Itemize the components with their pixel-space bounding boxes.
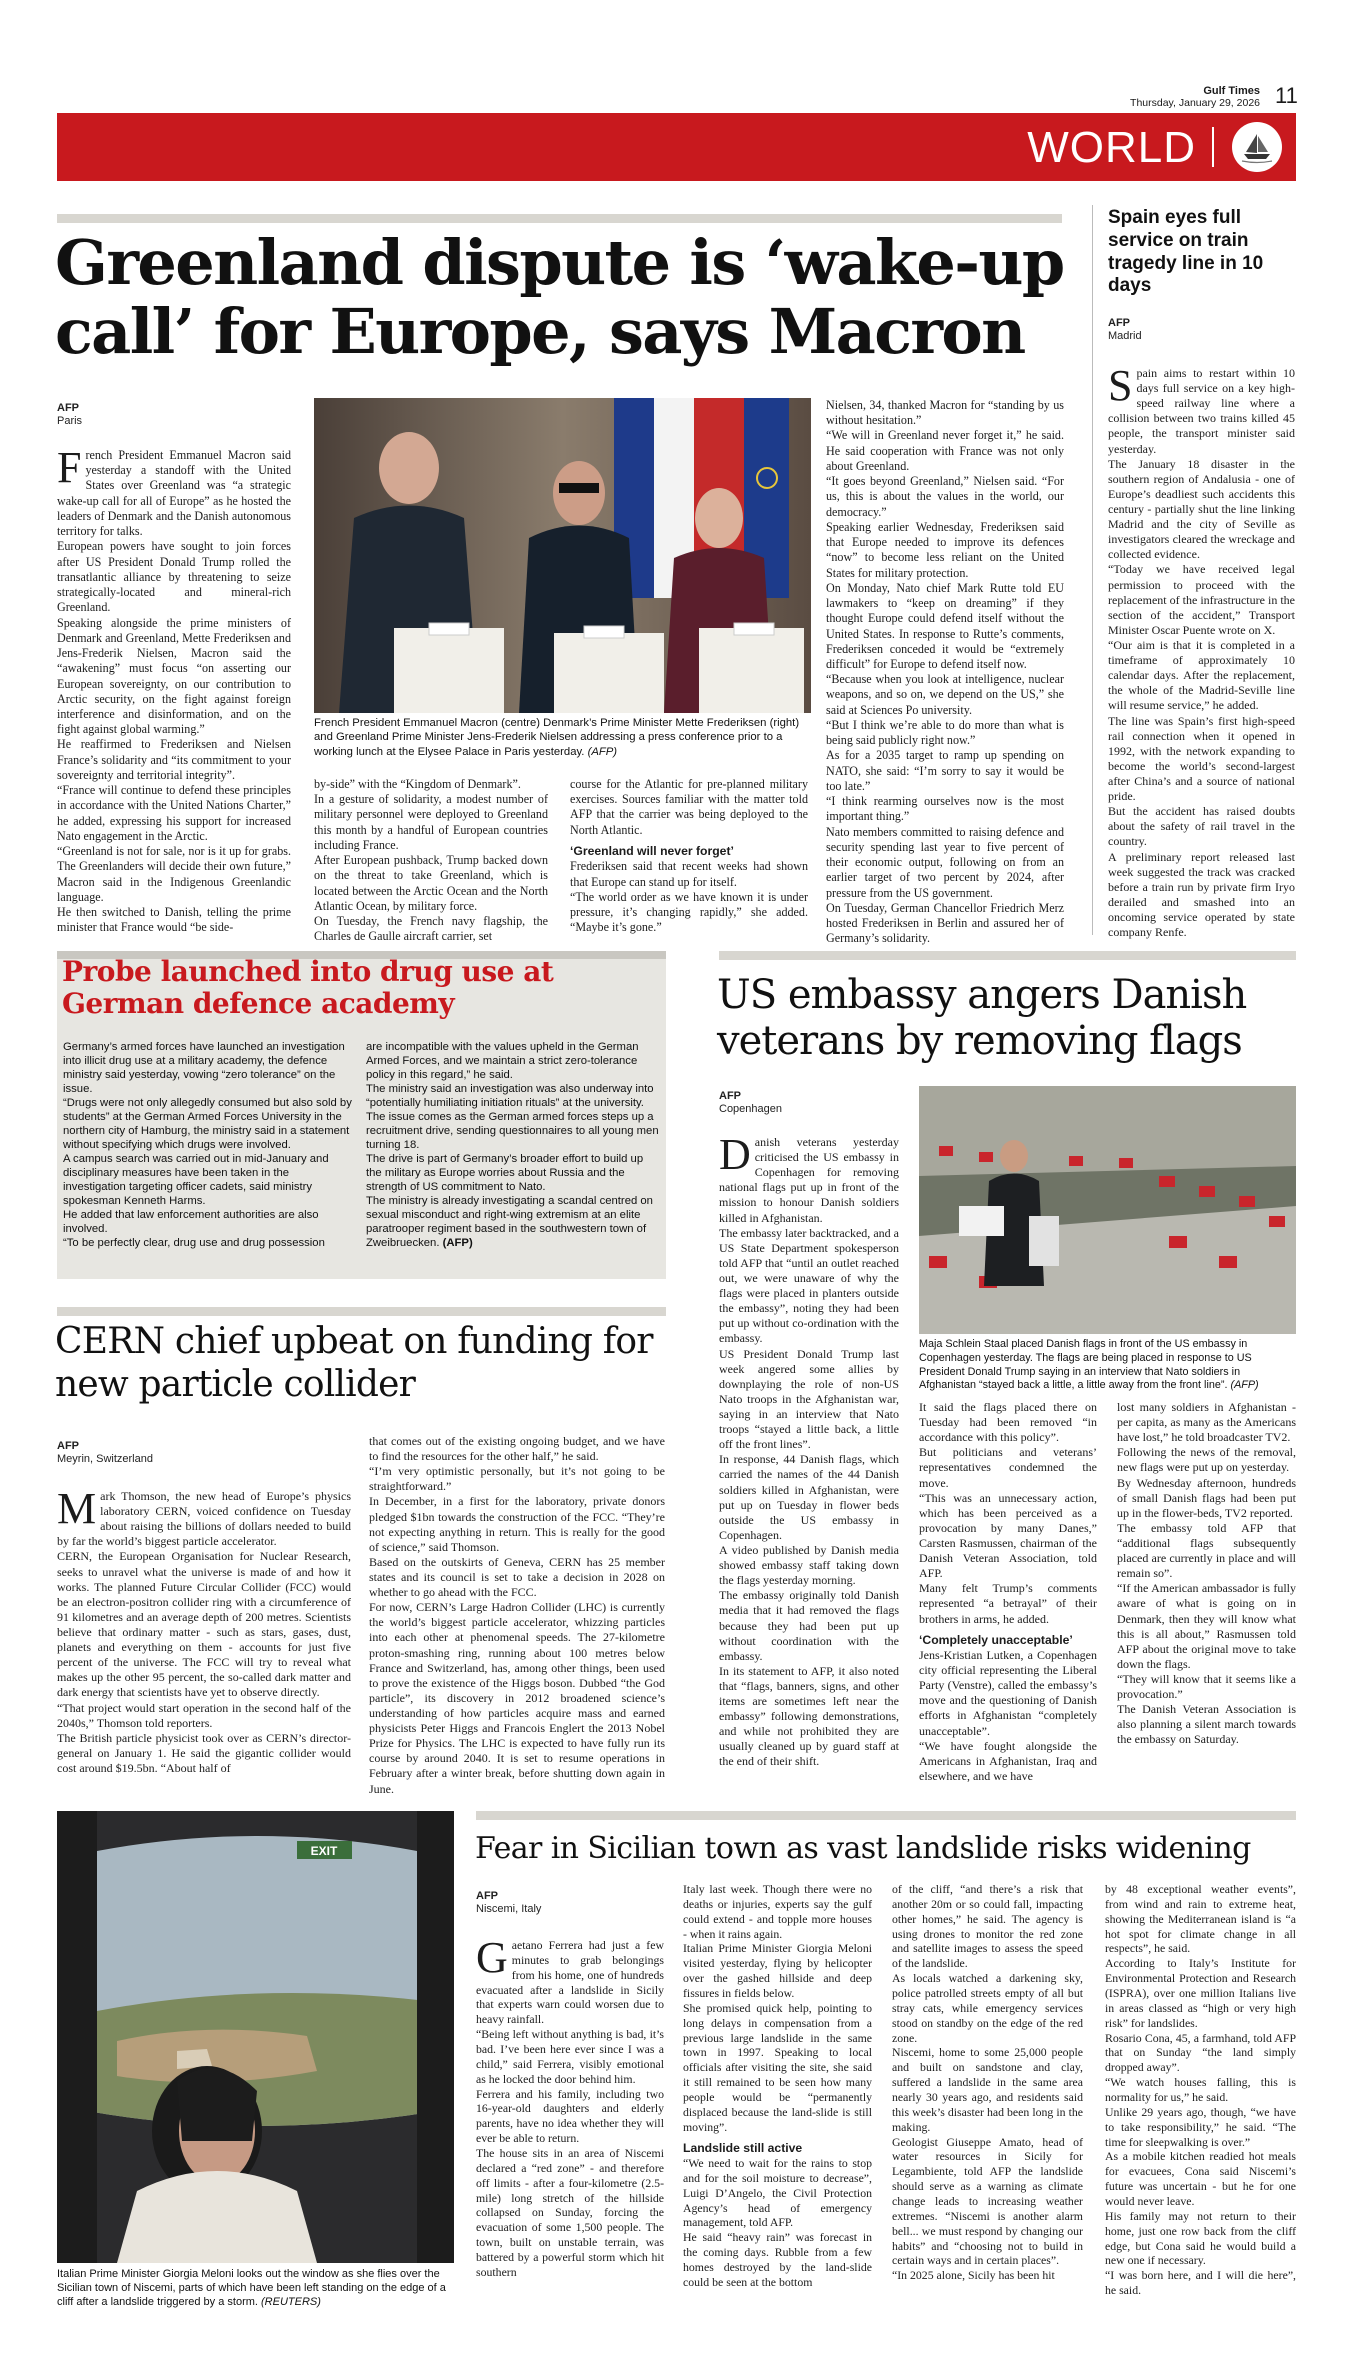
spain-p: The line was Spain’s first high-speed rail connection when it opened in 1992, with the network expanding to become the world’s second-largest after China’s and a source of national pride. bbox=[1108, 713, 1295, 804]
usembassy-p: The embassy told AFP that “additional flags subsequently placed are currently in place and will remain so”. bbox=[1117, 1520, 1296, 1581]
cern-top-rule bbox=[57, 1307, 666, 1316]
sicily-top-rule bbox=[476, 1811, 1296, 1820]
sicily-p: Unlike 29 years ago, though, “we have to take responsibility,” he said. “The time for sleepwalking is over.” bbox=[1105, 2104, 1296, 2149]
cern-p: ark Thomson, the new head of Europe’s physics laboratory CERN, voiced confidence on Tuesday about raising the billions of dollars needed to build by far the world’s biggest particle accelerator. bbox=[57, 1489, 351, 1549]
cern-p: For now, CERN’s Large Hadron Collider (LHC) is currently the world’s biggest particle accelerator, whizzing particles into each other at phenomenal speeds. The 27-kilometre proton-smashing ring, running about 100 metres below France and Switzerland, has, among other things, been used to prove the existence of the Higgs boson. Dubbed “the God particle”, its discovery in 2012 broadened science’s understanding of how particles acquire mass and earned physicists Peter Higgs and Francois Englert the 2013 Nobel Prize for Physics. The LHC is expected to have fully run its course by around 2040. It is set to resume operations in February after a winter break, before shutting down again in June. bbox=[369, 1600, 665, 1796]
probe-p: The issue comes as the German armed forces steps up a recruitment drive, sending questionnaires to all young men turning 18. bbox=[366, 1111, 659, 1151]
macron-p: Speaking earlier Wednesday, Frederiksen said that Europe needed to improve its defences “now” to become less reliant on the United States for military protection. bbox=[826, 519, 1064, 580]
spain-dateline: Madrid bbox=[1108, 329, 1142, 342]
probe-col1 bbox=[63, 1040, 353, 1250]
dhow-boat-icon bbox=[1232, 122, 1282, 172]
macron-dropcap: F bbox=[57, 443, 82, 492]
sicily-p: “We need to wait for the rains to stop and for the soil moisture to decrease”, Luigi D’Angelo, the Civil Protection Agency’s head of emergency management, told AFP. bbox=[683, 2155, 872, 2230]
usembassy-caption-text: Maja Schlein Staal placed Danish flags in front of the US embassy in Copenhagen yesterday. The flags are being placed in response to US President Donald Trump saying in an interview that Nato soldiers in Afghanistan “stayed back a little, a little away from the front line”. bbox=[919, 1338, 1252, 1392]
macron-p: He reaffirmed to Frederiksen and Nielsen France’s solidarity and “its commitment to your sovereignty and territorial integrity”. bbox=[57, 737, 291, 782]
probe-p: “Drugs were not only allegedly consumed but also sold by students” at the German Armed Forces University in the northern city of Hamburg, the ministry said in a statement without specifying which drugs were involved. bbox=[63, 1097, 352, 1151]
probe-col2 bbox=[366, 1040, 659, 1250]
usembassy-p: lost many soldiers in Afghanistan - per capita, as many as the Americans have lost,” he told broadcaster TV2. bbox=[1117, 1400, 1296, 1445]
usembassy-col3 bbox=[1117, 1400, 1296, 1748]
macron-p: European powers have sought to join forces after US President Donald Trump rolled the transatlantic alliance by threatening to seize strategically-located and mineral-rich Greenland. bbox=[57, 539, 291, 615]
usembassy-p: “They will know that it seems like a provocation.” bbox=[1117, 1671, 1296, 1702]
sicily-subhead: Landslide still active bbox=[683, 2140, 803, 2155]
sicily-p: Italy last week. Though there were no deaths or injuries, experts say the gulf could extend - and topple more houses - when it rains again. bbox=[683, 1882, 872, 1941]
usembassy-p: The embassy later backtracked, and a US State Department spokesperson told AFP that “until an outlet reached out, we were unaware of why the flags were placed in planters outside the embassy”, noting they had been put up without co-ordination with the embassy. bbox=[719, 1225, 899, 1346]
spain-p: But the accident has raised doubts about the safety of rail travel in the country. bbox=[1108, 804, 1295, 849]
section-divider bbox=[1212, 127, 1214, 167]
usembassy-p: In its statement to AFP, it also noted that “flags, banners, signs, and other items are sometimes left near the embassy” following demonstrations, and while not prohibited they are usually cleaned up by guard staff at the end of their shift. bbox=[719, 1663, 899, 1769]
probe-last-text: The ministry is already investigating a scandal centred on sexual misconduct and right-wing extremism at an elite paratrooper regiment based in the southwestern town of Zweibruecken. bbox=[366, 1195, 653, 1249]
macron-photo bbox=[314, 398, 811, 713]
macron-p: “But I think we’re able to do more than what is being said publicly right now.” bbox=[826, 717, 1064, 748]
macron-p: As for a 2035 target to ramp up spending on NATO, she said: “I’m sorry to say it would be too late.” bbox=[826, 748, 1064, 793]
sicily-p: “We watch houses falling, this is normality for us,” he said. bbox=[1105, 2075, 1296, 2105]
sicily-p: Niscemi, home to some 25,000 people and built on sandstone and clay, suffered a landslide in the same area nearly 30 years ago, and residents said this week’s disaster had been long in the making. bbox=[892, 2045, 1083, 2134]
probe-p: The ministry said an investigation was also underway into “potentially humiliating initiation rituals” at the university. bbox=[366, 1083, 654, 1109]
sicily-dateline: Niscemi, Italy bbox=[476, 1902, 542, 1915]
cern-p: “That project would start operation in the second half of the 2040s,” Thomson told reporters. bbox=[57, 1700, 351, 1730]
sicily-p: His family may not return to their home, just one row back from the cliff edge, but Cona said he would build a new one if necessary. bbox=[1105, 2208, 1296, 2268]
usembassy-dateline: Copenhagen bbox=[719, 1102, 783, 1115]
macron-p: Frederiksen said that recent weeks had shown that Europe can stand up for itself. bbox=[570, 859, 808, 889]
usembassy-col2 bbox=[919, 1400, 1097, 1784]
macron-p: Nato members committed to raising defence and security spending last year to five percent of their economic output, following on from an earlier target of two percent by 2024, after pressure from the US government. bbox=[826, 824, 1064, 900]
sicily-p: He said “heavy rain” was forecast in the coming days. Rubble from a few homes destroyed by the land-slide could be seen at the bottom bbox=[683, 2230, 872, 2289]
macron-dateline: Paris bbox=[57, 414, 83, 427]
sicily-col3 bbox=[892, 1882, 1083, 2283]
sicily-headline: Fear in Sicilian town as vast landslide risks widening bbox=[475, 1831, 1251, 1866]
probe-p: “To be perfectly clear, drug use and drug possession bbox=[63, 1237, 325, 1249]
macron-p: Nielsen, 34, thanked Macron for “standing by us without hesitation.” bbox=[826, 398, 1064, 428]
usembassy-p: By Wednesday afternoon, hundreds of small Danish flags had been put up in the flower-beds, TV2 reported. bbox=[1117, 1475, 1296, 1520]
spain-p: “Today we have received legal permission to proceed with the replacement of the infrastructure in the section of the accident,” Transport Minister Oscar Puente wrote on X. bbox=[1108, 562, 1295, 637]
usembassy-p: Following the news of the removal, new flags were put up on yesterday. bbox=[1117, 1445, 1296, 1475]
usembassy-top-rule bbox=[719, 951, 1296, 960]
cern-dateline: Meyrin, Switzerland bbox=[57, 1452, 153, 1465]
usembassy-photo bbox=[919, 1086, 1296, 1334]
dhow-logo bbox=[1232, 122, 1282, 172]
sicily-p: According to Italy’s Institute for Environmental Protection and Research (ISPRA), over one million Italians live in areas classed as “high or very high risk” for landslides. bbox=[1105, 1956, 1296, 2030]
macron-p: “We will in Greenland never forget it,” he said. He said cooperation with France was not only about Greenland. bbox=[826, 428, 1064, 473]
cern-p: The British particle physicist took over as CERN’s director-general on January 1. He said the gigantic collider would cost around $19.5bn. “About half of bbox=[57, 1730, 351, 1775]
macron-p: “France will continue to defend these principles in accordance with the United Nations Charter,” he added, expressing his support for increased Nato engagement in the Arctic. bbox=[57, 783, 291, 843]
macron-subhead: ‘Greenland will never forget’ bbox=[570, 843, 734, 858]
sicily-caption bbox=[57, 2267, 457, 2309]
macron-p: In a gesture of solidarity, a modest number of military personnel were deployed to Greenland this month by a handful of European countries including France. bbox=[314, 792, 548, 852]
macron-p: course for the Atlantic for pre-planned military exercises. Sources familiar with the matter told AFP that the carrier was being deployed to the North Atlantic. bbox=[570, 777, 808, 837]
macron-p: “Because when you look at intelligence, nuclear weapons, and so on, we depend on the US,” she said at Sciences Po university. bbox=[826, 672, 1064, 717]
sicily-caption-credit: (REUTERS) bbox=[261, 2296, 321, 2309]
spain-p: “Our aim is that it is completed in a timeframe of approximately 10 calendar days. After the replacement, the whole of the Madrid-Seville line will resume service,” he added. bbox=[1108, 637, 1295, 713]
macron-top-rule bbox=[57, 214, 1062, 223]
usembassy-p: A video published by Danish media showed embassy staff taking down the flags yesterday morning. bbox=[719, 1542, 899, 1588]
sicily-byline bbox=[476, 1890, 541, 1915]
usembassy-headline: US embassy angers Danish veterans by removing flags bbox=[717, 972, 1247, 1064]
usembassy-p: anish veterans yesterday criticised the US embassy in Copenhagen for removing national flags put up in front of the mission to honour Danish soldiers killed in Afghanistan. bbox=[719, 1135, 899, 1225]
sicily-p: Geologist Giuseppe Amato, head of water resources in Sicily for Legambiente, told AFP the landslide should serve as a warning as climate change leads to increasing weather extremes. “Niscemi is another alarm bell... we must respond by changing our habits” and “choosing not to build in certain ways and in certain places”. bbox=[892, 2134, 1083, 2268]
probe-headline: Probe launched into drug use at German defence academy bbox=[62, 955, 554, 1021]
probe-p: Germany’s armed forces have launched an investigation into illicit drug use at a military academy, the defence ministry said yesterday, vowing “zero tolerance” on the issue. bbox=[63, 1041, 345, 1095]
macron-p: He then switched to Danish, telling the prime minister that France would “be side- bbox=[57, 905, 291, 935]
sicily-p: “In 2025 alone, Sicily has been hit bbox=[892, 2268, 1055, 2283]
sicily-p: Italian Prime Minister Giorgia Meloni visited yesterday, flying by helicopter over the gashed hillside and deep fissures in fields below. bbox=[683, 1941, 872, 2001]
section-title: WORLD bbox=[1027, 123, 1196, 172]
macron-col2 bbox=[314, 777, 548, 945]
macron-col3 bbox=[570, 777, 808, 935]
sicily-agency: AFP bbox=[476, 1890, 498, 1902]
probe-p: A campus search was carried out in mid-January and disciplinary measures have been taken in the investigation targeting officer cadets, said ministry spokesman Kenneth Harms. bbox=[63, 1153, 329, 1207]
probe-p: are incompatible with the values upheld in the German Armed Forces, and we maintain a strict zero-tolerance policy in this regard,” he said. bbox=[366, 1041, 639, 1081]
usembassy-p: Many felt Trump’s comments represented “a betrayal” of their brothers in arms, he added. bbox=[919, 1581, 1097, 1626]
cern-p: Based on the outskirts of Geneva, CERN has 25 member states and its council is set to take a decision in 2028 on whether to go ahead with the FCC. bbox=[369, 1554, 665, 1600]
usembassy-p: The Danish Veteran Association is also planning a silent march towards the embassy on Saturday. bbox=[1117, 1702, 1296, 1747]
masthead-paper: Gulf Times bbox=[1203, 85, 1260, 97]
sicily-col4 bbox=[1105, 1882, 1296, 2298]
macron-byline bbox=[57, 402, 82, 427]
sicily-p: aetano Ferrera had just a few minutes to grab belongings from his home, one of hundreds evacuated after a landslide in Sicily that experts warn could worsen due to heavy rainfall. bbox=[476, 1938, 664, 2027]
cern-p: In December, in a first for the laboratory, private donors pledged $1bn towards the construction of the FCC. “They’re not expecting anything in return. This is really for the good of science,” said Thomson. bbox=[369, 1494, 665, 1554]
sicily-p: “Being left without anything is bad, it’s bad. I’ve been here ever since I was a child,” said Ferrera, visibly emotional as he locked the door behind him. bbox=[476, 2027, 664, 2086]
sicily-p: by 48 exceptional weather events”, from wind and rain to extreme heat, showing the Mediterranean island is “a hot spot for climate change in all respects”, he said. bbox=[1105, 1882, 1296, 1956]
macron-p: After European pushback, Trump backed down on the threat to take Greenland, which is located between the Arctic Ocean and the North Atlantic Ocean, by military force. bbox=[314, 853, 548, 913]
usembassy-byline bbox=[719, 1090, 782, 1115]
cern-col1 bbox=[57, 1484, 351, 1776]
sicily-p: of the cliff, “and there’s a risk that another 20m or so could fall, impacting other homes,” he said. The agency is using drones to monitor the red zone and satellite images to assess the speed of the landslide. bbox=[892, 1882, 1083, 1971]
macron-caption-text: French President Emmanuel Macron (centre) Denmark’s Prime Minister Mette Frederiksen (right) and Greenland Prime Minister Jens-Frederik Nielsen addressing a press conference prior to a working lunch at the Elysee Palace in Paris yesterday. bbox=[314, 717, 800, 758]
macron-p: “The world order as we have known it is under pressure, it’s changing rapidly,” she added. “Maybe it’s gone.” bbox=[570, 889, 808, 935]
sicily-p: The house sits in an area of Niscemi declared a “red zone” - and therefore off limits - after a four-kilometre (2.5-mile) long stretch of the hillside collapsed on Sunday, forcing the evacuation of some 1,500 people. The town, built on unstable terrain, was battered by a powerful storm which hit southern bbox=[476, 2146, 664, 2279]
cern-byline bbox=[57, 1440, 153, 1465]
macron-p: On Monday, Nato chief Mark Rutte told EU lawmakers to “keep on dreaming” if they thought Europe could defend itself without the United States. In response to Rutte’s comments, Frederiksen conceded it would be “extremely difficult” for Europe to defend itself now. bbox=[826, 580, 1064, 671]
usembassy-p: US President Donald Trump last week angered some allies by downplaying the role of non-US Nato troops in the Afghanistan war, saying in an interview that Nato troops “stayed a little back, a little off the front lines”. bbox=[719, 1346, 899, 1452]
sicily-p: Ferrera and his family, including two 16-year-old daughters and elderly parents, have no idea whether they will ever be able to return. bbox=[476, 2086, 664, 2146]
usembassy-subhead: ‘Completely unacceptable’ bbox=[919, 1632, 1073, 1647]
sicily-p: As a mobile kitchen readied hot meals for evacuees, Cona said Niscemi’s future was uncertain - but he for one would never leave. bbox=[1105, 2149, 1296, 2209]
macron-caption-credit: (AFP) bbox=[587, 745, 618, 758]
macron-p: “I think rearming ourselves now is the most important thing.” bbox=[826, 794, 1064, 824]
usembassy-caption bbox=[919, 1338, 1296, 1393]
spain-headline: Spain eyes full service on train tragedy line in 10 days bbox=[1108, 207, 1264, 297]
usembassy-caption-credit: (AFP) bbox=[1230, 1379, 1259, 1392]
sicily-col1 bbox=[476, 1933, 664, 2280]
spain-divider bbox=[1092, 205, 1093, 935]
spain-p: A preliminary report released last week suggested the track was cracked before a train run by private firm Iryo derailed and smashed into an oncoming service operated by state company Renfe. bbox=[1108, 849, 1295, 940]
spain-byline bbox=[1108, 317, 1142, 342]
section-banner bbox=[57, 113, 1296, 181]
exit-sign-text: EXIT bbox=[310, 1844, 338, 1858]
sicily-p: She promised quick help, pointing to long delays in compensation from a previous large landslide in the same town in 1997. Speaking to local officials after visiting the site, she said it still remained to be seen how many people would be “permanently displaced because the land-slide is still moving”. bbox=[683, 2000, 872, 2134]
cern-agency: AFP bbox=[57, 1440, 79, 1452]
macron-p: “It goes beyond Greenland,” Nielsen said. “For us, this is about the values in the world, our democracy.” bbox=[826, 474, 1064, 519]
spain-p: The January 18 disaster in the southern region of Andalusia - one of Europe’s deadliest such accidents this century - partially shut the line linking Madrid and the city of Seville as investigators cleared the wreckage and collected evidence. bbox=[1108, 456, 1295, 562]
sicily-p: Rosario Cona, 45, a farmhand, told AFP that on Sunday “the land simply dropped away”. bbox=[1105, 2030, 1296, 2075]
probe-credit: (AFP) bbox=[442, 1237, 473, 1249]
macron-p: On Tuesday, German Chancellor Friedrich Merz hosted Frederiksen in Berlin and assured her of Germany’s solidarity. bbox=[826, 900, 1064, 946]
usembassy-agency: AFP bbox=[719, 1090, 741, 1102]
page-number: 11 bbox=[1275, 83, 1298, 108]
cern-col2 bbox=[369, 1434, 665, 1797]
sicily-p: “I was born here, and I will die here”, he said. bbox=[1105, 2268, 1296, 2298]
sicily-col2 bbox=[683, 1882, 872, 2290]
usembassy-p: The embassy originally told Danish media that it had removed the flags because they had been put up without coordination with the embassy. bbox=[719, 1588, 899, 1663]
cern-p: “I’m very optimistic personally, but it’s not going to be straightforward.” bbox=[369, 1464, 665, 1494]
usembassy-p: Jens-Kristian Lutken, a Copenhagen city official representing the Liberal Party (Venstre), called the embassy’s move and the questioning of Danish efforts in Afghanistan “completely unacceptable”. bbox=[919, 1648, 1097, 1738]
spain-agency: AFP bbox=[1108, 317, 1130, 329]
macron-agency: AFP bbox=[57, 402, 79, 414]
macron-headline: Greenland dispute is ‘wake-up call’ for Europe, says Macron bbox=[55, 226, 1064, 369]
sicily-photo bbox=[57, 1811, 454, 2263]
usembassy-p: It said the flags placed there on Tuesday had been removed “in accordance with this policy”. bbox=[919, 1400, 1097, 1445]
probe-p: The drive is part of Germany’s broader effort to build up the military as Europe worries about Russia and the strength of US commitment to Nato. bbox=[366, 1153, 644, 1193]
usembassy-dropcap: D bbox=[719, 1130, 751, 1179]
cern-headline: CERN chief upbeat on funding for new particle collider bbox=[55, 1321, 653, 1406]
macron-p: “Greenland is not for sale, nor is it up for grabs. The Greenlanders will decide their own future,” Macron said in the Indigenous Greenlandic language. bbox=[57, 844, 291, 904]
usembassy-p: “This was an unnecessary action, which has been perceived as a provocation by many Danes,” Carsten Rasmussen, chairman of the Danish Veteran Association, told AFP. bbox=[919, 1490, 1097, 1581]
probe-p bbox=[366, 1194, 659, 1250]
cern-dropcap: M bbox=[57, 1484, 97, 1533]
cern-p: CERN, the European Organisation for Nuclear Research, seeks to unravel what the universe is made of and how it works. The planned Future Circular Collider (FCC) would be an electron-positron collider ring with a circumference of 91 kilometres and an average depth of 200 metres. Scientists believe that ordinary matter - such as stars, gases, dust, planets and everything on them - accounts for just five percent of the universe. The FCC will try to reveal what makes up the other 95 percent, the so-called dark matter and dark energy that scientists have yet to observe directly. bbox=[57, 1549, 351, 1700]
usembassy-p: In response, 44 Danish flags, which carried the names of the 44 Danish soldiers killed in Afghanistan, were put up on Tuesday in flower beds outside the US embassy in Copenhagen. bbox=[719, 1452, 899, 1542]
sicily-dropcap: G bbox=[476, 1933, 508, 1982]
macron-col1 bbox=[57, 443, 291, 936]
sicily-caption-text: Italian Prime Minister Giorgia Meloni looks out the window as she flies over the Sicilian town of Niscemi, parts of which have been left standing on the edge of a cliff after a landslide triggered by a storm. bbox=[57, 2268, 446, 2309]
macron-p: On Tuesday, the French navy flagship, the Charles de Gaulle aircraft carrier, set bbox=[314, 914, 548, 944]
cern-p: that comes out of the existing ongoing budget, and we have to find the resources for the other half,” he said. bbox=[369, 1434, 665, 1464]
usembassy-p: But politicians and veterans’ representatives condemned the move. bbox=[919, 1445, 1097, 1490]
macron-p: Speaking alongside the prime ministers of Denmark and Greenland, Mette Frederiksen and Jens-Frederik Nielsen, Macron said the “awakening” must focus “on asserting our European sovereignty, on our contribution to Arctic security, on the fight against foreign interference and disinformation, and on the fight against global warming.” bbox=[57, 615, 291, 737]
masthead-date: Thursday, January 29, 2026 bbox=[1130, 97, 1260, 109]
macron-caption bbox=[314, 716, 811, 759]
probe-p: He added that law enforcement authorities are also involved. bbox=[63, 1209, 319, 1235]
sicily-p: As locals watched a darkening sky, police patrolled streets empty of all but stray cats, while emergency services stood on standby on the edge of the red zone. bbox=[892, 1971, 1083, 2045]
spain-body bbox=[1108, 361, 1295, 940]
macron-p: by-side” with the “Kingdom of Denmark”. bbox=[314, 777, 521, 791]
usembassy-col1 bbox=[719, 1130, 899, 1770]
spain-dropcap: S bbox=[1108, 361, 1133, 410]
macron-p: rench President Emmanuel Macron said yesterday a standoff with the United States over Greenland was “a strategic wake-up call for all of Europe” as he hosted the leaders of Denmark and the Danish autonomous territory for talks. bbox=[57, 448, 291, 539]
usembassy-p: “We have fought alongside the Americans in Afghanistan, Iraq and elsewhere, and we have bbox=[919, 1738, 1097, 1783]
spain-p: pain aims to restart within 10 days full service on a key high-speed railway line where a collision between two trains killed 45 people, the transport minister said yesterday. bbox=[1108, 366, 1295, 456]
usembassy-p: “If the American ambassador is fully aware of what is going on in Denmark, then they will know what this is all about,” Rasmussen told AFP about the original move to take down the flags. bbox=[1117, 1581, 1296, 1671]
macron-col4 bbox=[826, 398, 1064, 946]
